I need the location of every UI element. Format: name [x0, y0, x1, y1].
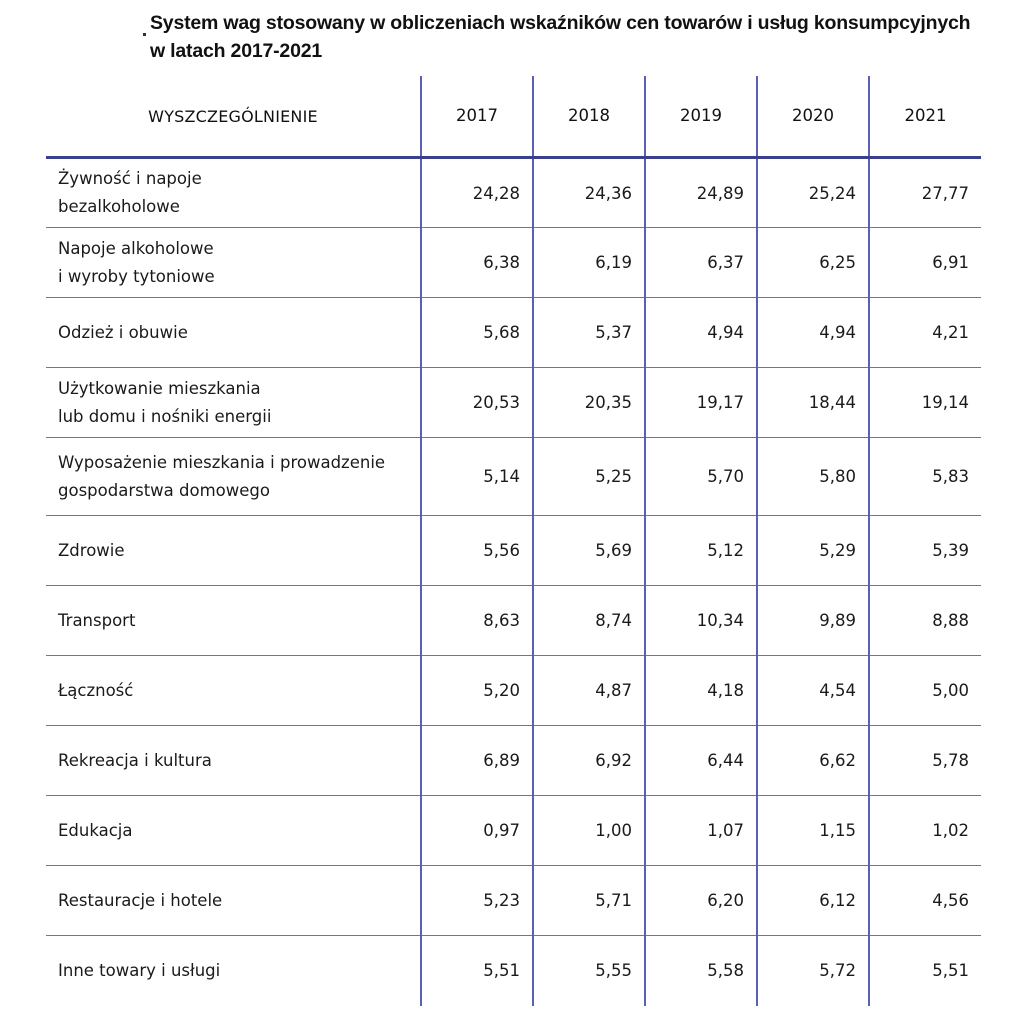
row-label-line: Rekreacja i kultura [58, 750, 212, 770]
row-label [46, 656, 421, 726]
header-row [46, 76, 981, 158]
cell-value: 4,21 [869, 298, 981, 368]
cell-value: 4,56 [869, 866, 981, 936]
row-label [46, 586, 421, 656]
cell-value: 5,55 [533, 936, 645, 1006]
row-label [46, 438, 421, 516]
weights-table [46, 76, 981, 1006]
row-label-line: Transport [58, 610, 136, 630]
table-row [46, 228, 981, 298]
cell-value: 18,44 [757, 368, 869, 438]
cell-value: 1,02 [869, 796, 981, 866]
cell-value: 5,70 [645, 438, 757, 516]
row-label-line: lub domu i nośniki energii [58, 406, 272, 426]
cell-value: 6,92 [533, 726, 645, 796]
cell-value: 5,72 [757, 936, 869, 1006]
cell-value: 5,68 [421, 298, 533, 368]
table-row [46, 516, 981, 586]
cell-value: 5,80 [757, 438, 869, 516]
cell-value: 6,89 [421, 726, 533, 796]
row-label [46, 228, 421, 298]
row-label-line: Inne towary i usługi [58, 960, 221, 980]
row-label-line: i wyroby tytoniowe [58, 266, 215, 286]
row-label-line: Odzież i obuwie [58, 322, 188, 342]
cell-value: 25,24 [757, 158, 869, 228]
cell-value: 5,25 [533, 438, 645, 516]
cell-value: 5,37 [533, 298, 645, 368]
cell-value: 6,44 [645, 726, 757, 796]
row-label-line: gospodarstwa domowego [58, 480, 270, 500]
cell-value: 8,63 [421, 586, 533, 656]
cell-value: 6,20 [645, 866, 757, 936]
cell-value: 1,07 [645, 796, 757, 866]
row-label-line: Żywność i napoje [58, 169, 202, 188]
row-label-line: Użytkowanie mieszkania [58, 378, 261, 398]
cell-value: 4,54 [757, 656, 869, 726]
table-title [150, 9, 990, 65]
column-header-year: 2020 [757, 76, 869, 158]
table-title-line-1: System wag stosowany w obliczeniach wskaźników cen towarów i usług konsumpcyjnych [150, 12, 971, 34]
table-row [46, 936, 981, 1006]
cell-value: 19,14 [869, 368, 981, 438]
cell-value: 5,51 [421, 936, 533, 1006]
table-title-line-2: w latach 2017-2021 [150, 40, 323, 62]
row-label [46, 516, 421, 586]
table-row [46, 796, 981, 866]
row-label [46, 368, 421, 438]
row-label-line: Napoje alkoholowe [58, 238, 214, 258]
cell-value: 5,20 [421, 656, 533, 726]
cell-value: 8,88 [869, 586, 981, 656]
cell-value: 6,12 [757, 866, 869, 936]
row-label [46, 866, 421, 936]
table-row [46, 866, 981, 936]
cell-value: 19,17 [645, 368, 757, 438]
column-header-year: 2017 [421, 76, 533, 158]
table-row [46, 438, 981, 516]
cell-value: 5,78 [869, 726, 981, 796]
column-header-label: WYSZCZEGÓLNIENIE [46, 76, 421, 158]
cell-value: 5,69 [533, 516, 645, 586]
table-row [46, 726, 981, 796]
cell-value: 10,34 [645, 586, 757, 656]
cell-value: 5,83 [869, 438, 981, 516]
cell-value: 0,97 [421, 796, 533, 866]
decorative-mark [143, 33, 146, 36]
column-header-year: 2019 [645, 76, 757, 158]
cell-value: 5,56 [421, 516, 533, 586]
table-body [46, 158, 981, 1006]
cell-value: 5,51 [869, 936, 981, 1006]
cell-value: 8,74 [533, 586, 645, 656]
column-header-year: 2018 [533, 76, 645, 158]
cell-value: 6,37 [645, 228, 757, 298]
cell-value: 24,89 [645, 158, 757, 228]
row-label-line: bezalkoholowe [58, 197, 180, 216]
cell-value: 4,94 [645, 298, 757, 368]
cell-value: 5,14 [421, 438, 533, 516]
row-label [46, 726, 421, 796]
table-row [46, 298, 981, 368]
cell-value: 4,94 [757, 298, 869, 368]
cell-value: 6,91 [869, 228, 981, 298]
table-row [46, 158, 981, 228]
cell-value: 4,87 [533, 656, 645, 726]
cell-value: 6,25 [757, 228, 869, 298]
cell-value: 5,00 [869, 656, 981, 726]
cell-value: 1,15 [757, 796, 869, 866]
column-header-year: 2021 [869, 76, 981, 158]
cell-value: 5,71 [533, 866, 645, 936]
row-label [46, 158, 421, 228]
cell-value: 24,28 [421, 158, 533, 228]
cell-value: 5,29 [757, 516, 869, 586]
row-label-line: Wyposażenie mieszkania i prowadzenie [58, 452, 386, 472]
cell-value: 20,35 [533, 368, 645, 438]
cell-value: 27,77 [869, 158, 981, 228]
table-row [46, 656, 981, 726]
cell-value: 6,62 [757, 726, 869, 796]
cell-value: 5,58 [645, 936, 757, 1006]
cell-value: 4,18 [645, 656, 757, 726]
row-label-line: Restauracje i hotele [58, 890, 223, 910]
cell-value: 5,12 [645, 516, 757, 586]
cell-value: 1,00 [533, 796, 645, 866]
cell-value: 5,39 [869, 516, 981, 586]
row-label [46, 936, 421, 1006]
row-label-line: Łączność [58, 680, 134, 700]
row-label [46, 796, 421, 866]
cell-value: 24,36 [533, 158, 645, 228]
row-label-line: Zdrowie [58, 540, 125, 560]
row-label [46, 298, 421, 368]
table-row [46, 368, 981, 438]
table-row [46, 586, 981, 656]
cell-value: 20,53 [421, 368, 533, 438]
cell-value: 6,38 [421, 228, 533, 298]
row-label-line: Edukacja [58, 820, 133, 840]
cell-value: 6,19 [533, 228, 645, 298]
cell-value: 5,23 [421, 866, 533, 936]
cell-value: 9,89 [757, 586, 869, 656]
